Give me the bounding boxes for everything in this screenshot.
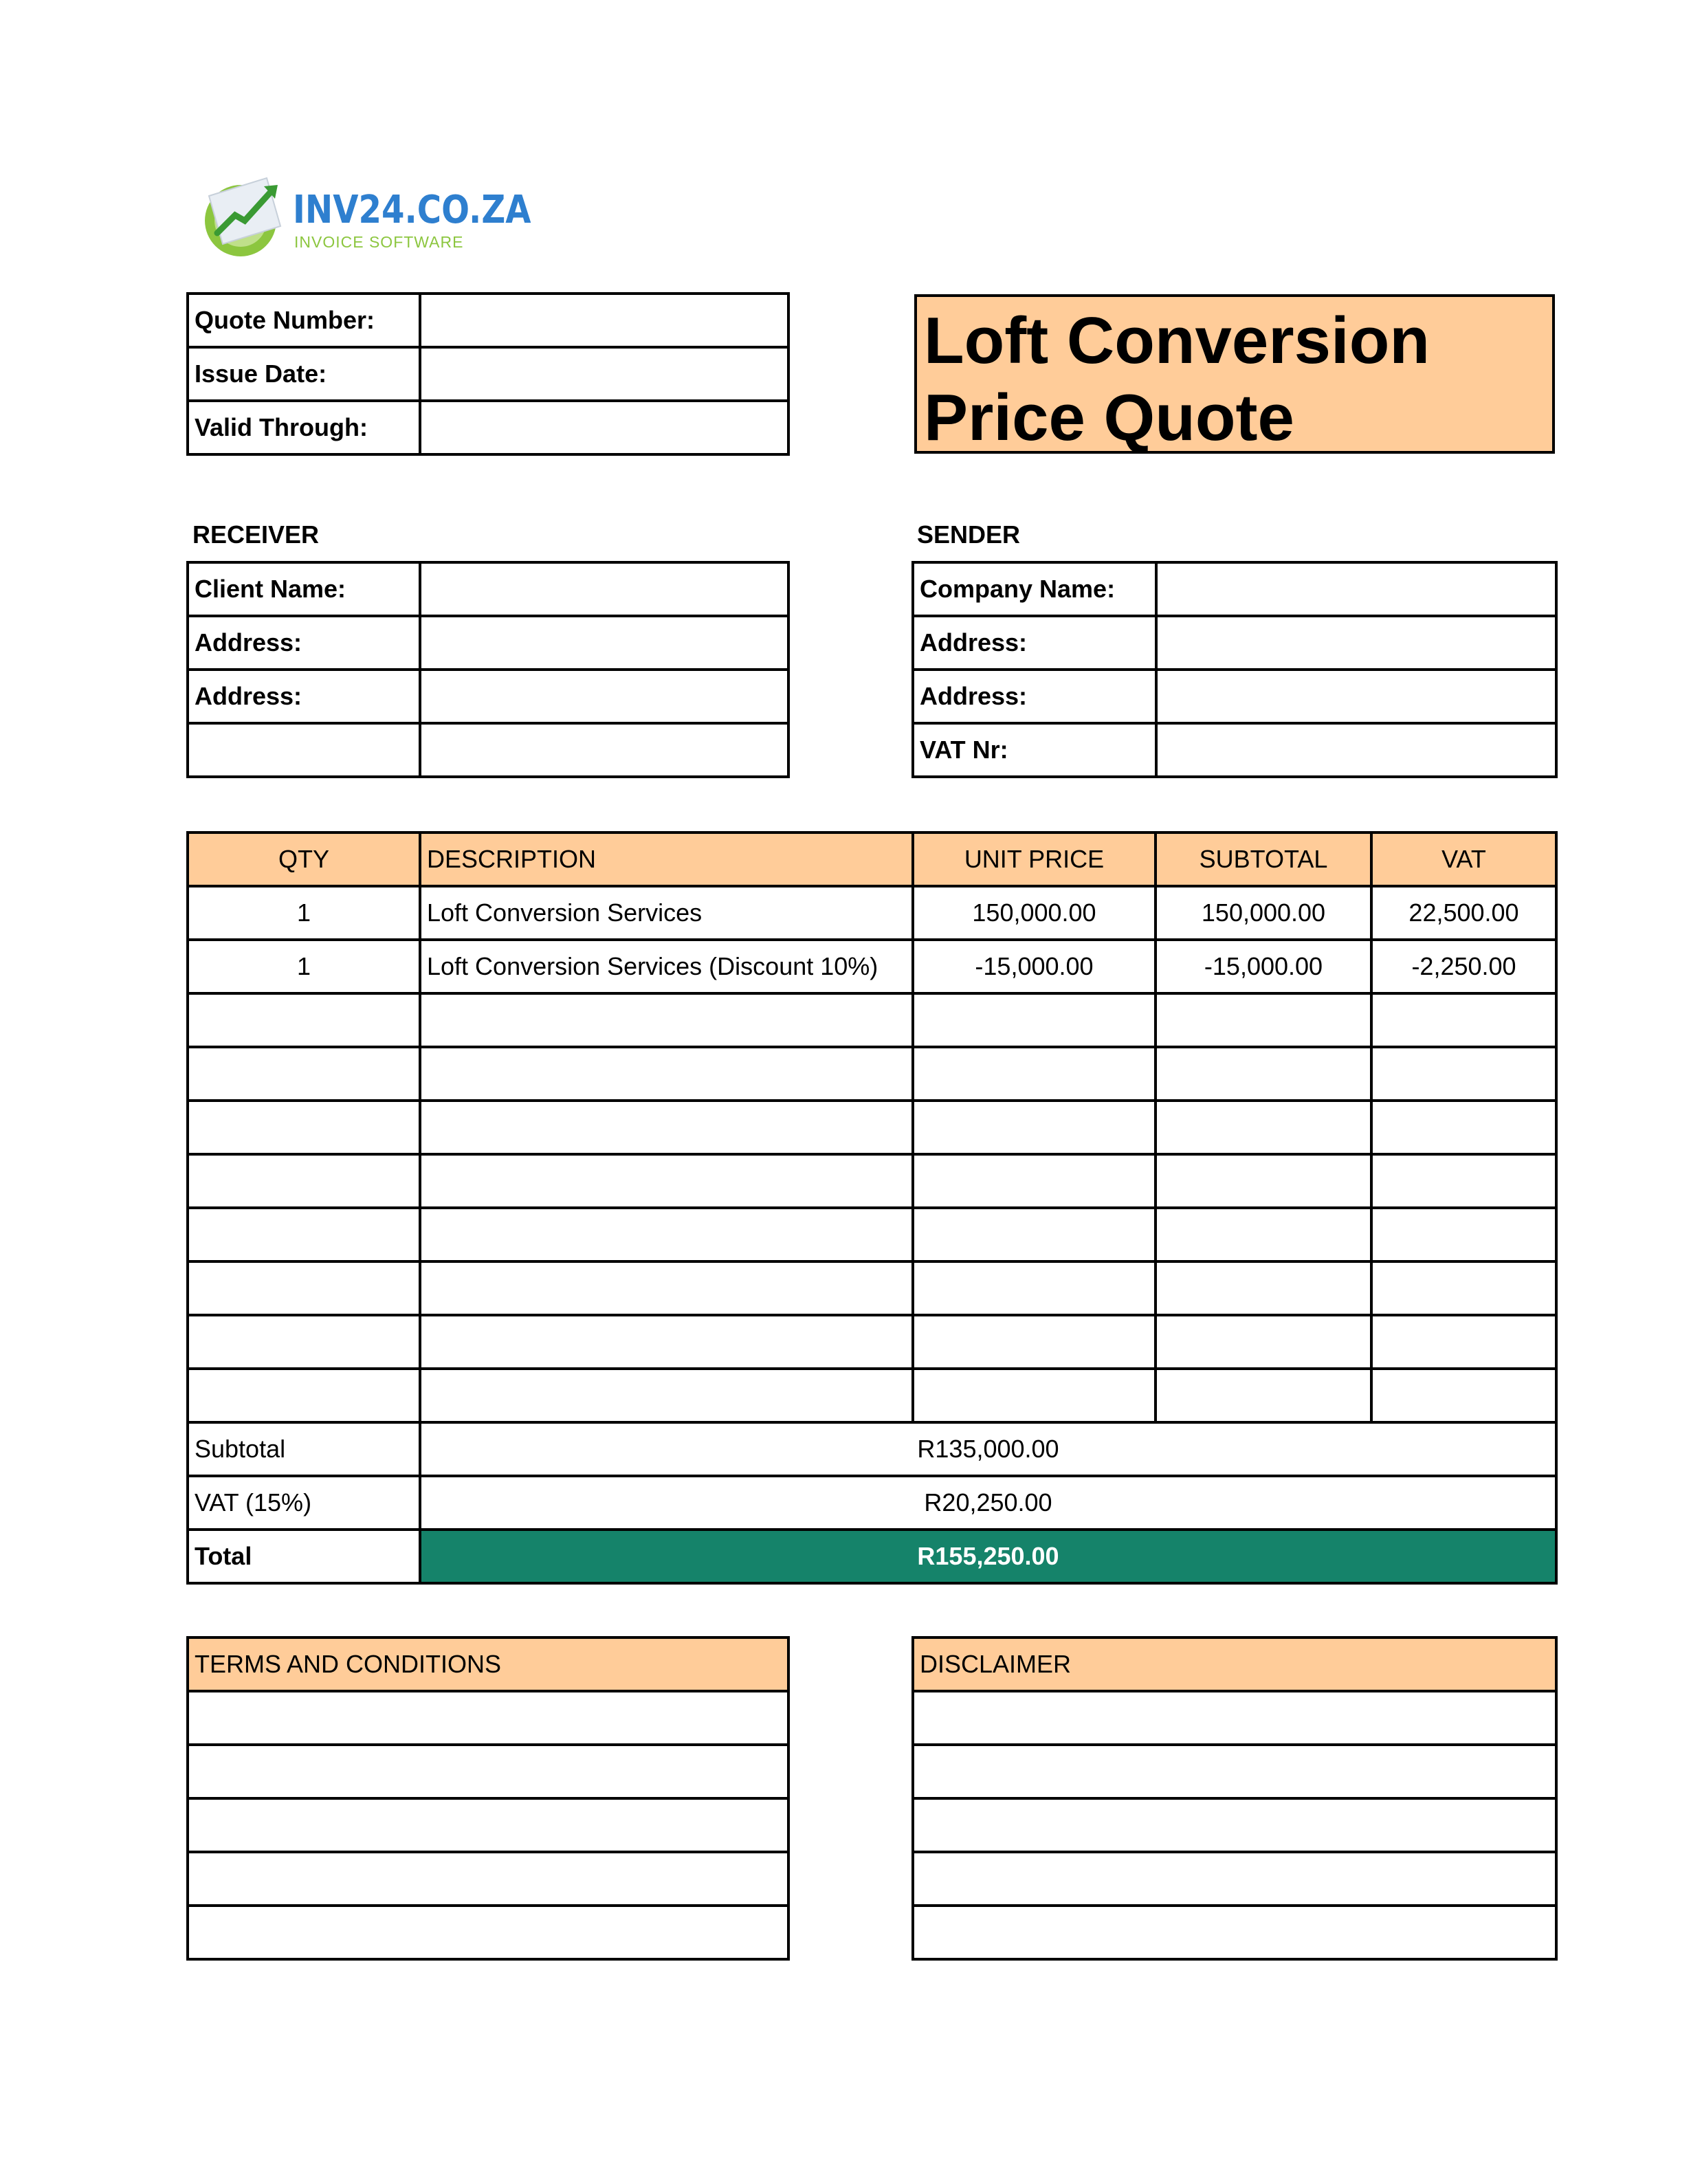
unit-price-cell[interactable] bbox=[913, 993, 1156, 1047]
description-cell[interactable] bbox=[420, 993, 913, 1047]
description-cell[interactable]: Loft Conversion Services bbox=[420, 886, 913, 940]
unit-price-cell[interactable] bbox=[913, 1047, 1156, 1101]
terms-line[interactable] bbox=[188, 1906, 788, 1959]
sender-address-field[interactable] bbox=[1156, 616, 1556, 670]
logo-tagline: INVOICE SOFTWARE bbox=[294, 233, 464, 251]
qty-header: QTY bbox=[188, 832, 420, 886]
subtotal-header: SUBTOTAL bbox=[1156, 832, 1371, 886]
receiver-extra-field[interactable] bbox=[420, 723, 788, 777]
vat-cell: 22,500.00 bbox=[1371, 886, 1556, 940]
subtotal-cell: 150,000.00 bbox=[1156, 886, 1371, 940]
vat-cell bbox=[1371, 1208, 1556, 1261]
receiver-address-field[interactable] bbox=[420, 616, 788, 670]
qty-cell[interactable] bbox=[188, 1101, 420, 1154]
terms-heading: TERMS AND CONDITIONS bbox=[188, 1637, 788, 1691]
description-cell[interactable]: Loft Conversion Services (Discount 10%) bbox=[420, 940, 913, 993]
vat-cell bbox=[1371, 1154, 1556, 1208]
unit-price-cell[interactable] bbox=[913, 1101, 1156, 1154]
subtotal-cell bbox=[1156, 1208, 1371, 1261]
logo-icon bbox=[199, 175, 285, 258]
table-row bbox=[188, 1154, 1556, 1208]
disclaimer-line[interactable] bbox=[913, 1798, 1556, 1852]
receiver-table bbox=[186, 561, 790, 778]
vat-nr-label: VAT Nr: bbox=[913, 723, 1156, 777]
description-cell[interactable] bbox=[420, 1369, 913, 1422]
vat-nr-field[interactable] bbox=[1156, 723, 1556, 777]
terms-line[interactable] bbox=[188, 1852, 788, 1906]
logo bbox=[199, 175, 531, 258]
valid-through-label: Valid Through: bbox=[188, 401, 420, 454]
quote-info-table bbox=[186, 292, 790, 456]
vat-cell bbox=[1371, 1261, 1556, 1315]
sender-table bbox=[911, 561, 1558, 778]
disclaimer-table bbox=[911, 1636, 1558, 1961]
sender-heading: SENDER bbox=[917, 520, 1021, 549]
disclaimer-line[interactable] bbox=[913, 1691, 1556, 1745]
table-row bbox=[188, 940, 1556, 993]
disclaimer-line[interactable] bbox=[913, 1852, 1556, 1906]
company-name-label: Company Name: bbox=[913, 562, 1156, 616]
unit-price-cell[interactable] bbox=[913, 1261, 1156, 1315]
receiver-heading: RECEIVER bbox=[192, 520, 320, 549]
subtotal-cell bbox=[1156, 993, 1371, 1047]
vat-cell: -2,250.00 bbox=[1371, 940, 1556, 993]
qty-cell[interactable] bbox=[188, 1261, 420, 1315]
logo-name: INV24.CO.ZA bbox=[293, 188, 531, 232]
qty-cell[interactable] bbox=[188, 993, 420, 1047]
unit-price-cell[interactable]: 150,000.00 bbox=[913, 886, 1156, 940]
terms-line[interactable] bbox=[188, 1691, 788, 1745]
title-line-1: Loft Conversion bbox=[924, 304, 1430, 377]
description-cell[interactable] bbox=[420, 1101, 913, 1154]
description-cell[interactable] bbox=[420, 1261, 913, 1315]
qty-cell[interactable]: 1 bbox=[188, 940, 420, 993]
subtotal-cell: -15,000.00 bbox=[1156, 940, 1371, 993]
subtotal-cell bbox=[1156, 1101, 1371, 1154]
company-name-field[interactable] bbox=[1156, 562, 1556, 616]
table-row bbox=[188, 993, 1556, 1047]
vat-header: VAT bbox=[1371, 832, 1556, 886]
terms-line[interactable] bbox=[188, 1745, 788, 1798]
table-row bbox=[188, 1101, 1556, 1154]
receiver-address-label: Address: bbox=[188, 616, 420, 670]
qty-cell[interactable] bbox=[188, 1208, 420, 1261]
quote-number-label: Quote Number: bbox=[188, 294, 420, 347]
subtotal-cell bbox=[1156, 1047, 1371, 1101]
qty-cell[interactable] bbox=[188, 1369, 420, 1422]
receiver-extra-label bbox=[188, 723, 420, 777]
subtotal-cell bbox=[1156, 1315, 1371, 1369]
table-row bbox=[188, 1261, 1556, 1315]
terms-line[interactable] bbox=[188, 1798, 788, 1852]
total-row bbox=[188, 1530, 1556, 1583]
description-cell[interactable] bbox=[420, 1208, 913, 1261]
qty-cell[interactable] bbox=[188, 1047, 420, 1101]
table-row bbox=[188, 1208, 1556, 1261]
sender-address-label: Address: bbox=[913, 670, 1156, 723]
sender-address-field[interactable] bbox=[1156, 670, 1556, 723]
vat-cell bbox=[1371, 993, 1556, 1047]
unit-price-header: UNIT PRICE bbox=[913, 832, 1156, 886]
unit-price-cell[interactable] bbox=[913, 1154, 1156, 1208]
valid-through-field[interactable] bbox=[420, 401, 788, 454]
table-row bbox=[188, 1315, 1556, 1369]
total-label: Total bbox=[188, 1530, 420, 1583]
unit-price-cell[interactable] bbox=[913, 1208, 1156, 1261]
sender-address-label: Address: bbox=[913, 616, 1156, 670]
vat-cell bbox=[1371, 1369, 1556, 1422]
table-row bbox=[188, 886, 1556, 940]
unit-price-cell[interactable]: -15,000.00 bbox=[913, 940, 1156, 993]
table-row bbox=[188, 1369, 1556, 1422]
title-line-2: Price Quote bbox=[924, 381, 1294, 454]
vat-row bbox=[188, 1476, 1556, 1530]
client-name-label: Client Name: bbox=[188, 562, 420, 616]
subtotal-value: R135,000.00 bbox=[420, 1422, 1556, 1476]
qty-cell[interactable] bbox=[188, 1154, 420, 1208]
table-row bbox=[188, 1047, 1556, 1101]
terms-table bbox=[186, 1636, 790, 1961]
page-title bbox=[914, 294, 1555, 454]
vat-value: R20,250.00 bbox=[420, 1476, 1556, 1530]
subtotal-cell bbox=[1156, 1261, 1371, 1315]
issue-date-field[interactable] bbox=[420, 347, 788, 401]
unit-price-cell[interactable] bbox=[913, 1315, 1156, 1369]
disclaimer-line[interactable] bbox=[913, 1745, 1556, 1798]
quote-number-field[interactable] bbox=[420, 294, 788, 347]
vat-label: VAT (15%) bbox=[188, 1476, 420, 1530]
description-cell[interactable] bbox=[420, 1154, 913, 1208]
line-items-table bbox=[186, 831, 1558, 1585]
receiver-address-field[interactable] bbox=[420, 670, 788, 723]
client-name-field[interactable] bbox=[420, 562, 788, 616]
unit-price-cell[interactable] bbox=[913, 1369, 1156, 1422]
description-cell[interactable] bbox=[420, 1047, 913, 1101]
line-items-header bbox=[188, 832, 1556, 886]
qty-cell[interactable] bbox=[188, 1315, 420, 1369]
total-value: R155,250.00 bbox=[420, 1530, 1556, 1583]
subtotal-label: Subtotal bbox=[188, 1422, 420, 1476]
disclaimer-line[interactable] bbox=[913, 1906, 1556, 1959]
vat-cell bbox=[1371, 1315, 1556, 1369]
description-cell[interactable] bbox=[420, 1315, 913, 1369]
description-header: DESCRIPTION bbox=[420, 832, 913, 886]
vat-cell bbox=[1371, 1101, 1556, 1154]
disclaimer-heading: DISCLAIMER bbox=[913, 1637, 1556, 1691]
subtotal-cell bbox=[1156, 1154, 1371, 1208]
subtotal-cell bbox=[1156, 1369, 1371, 1422]
issue-date-label: Issue Date: bbox=[188, 347, 420, 401]
receiver-address-label: Address: bbox=[188, 670, 420, 723]
subtotal-row bbox=[188, 1422, 1556, 1476]
qty-cell[interactable]: 1 bbox=[188, 886, 420, 940]
vat-cell bbox=[1371, 1047, 1556, 1101]
